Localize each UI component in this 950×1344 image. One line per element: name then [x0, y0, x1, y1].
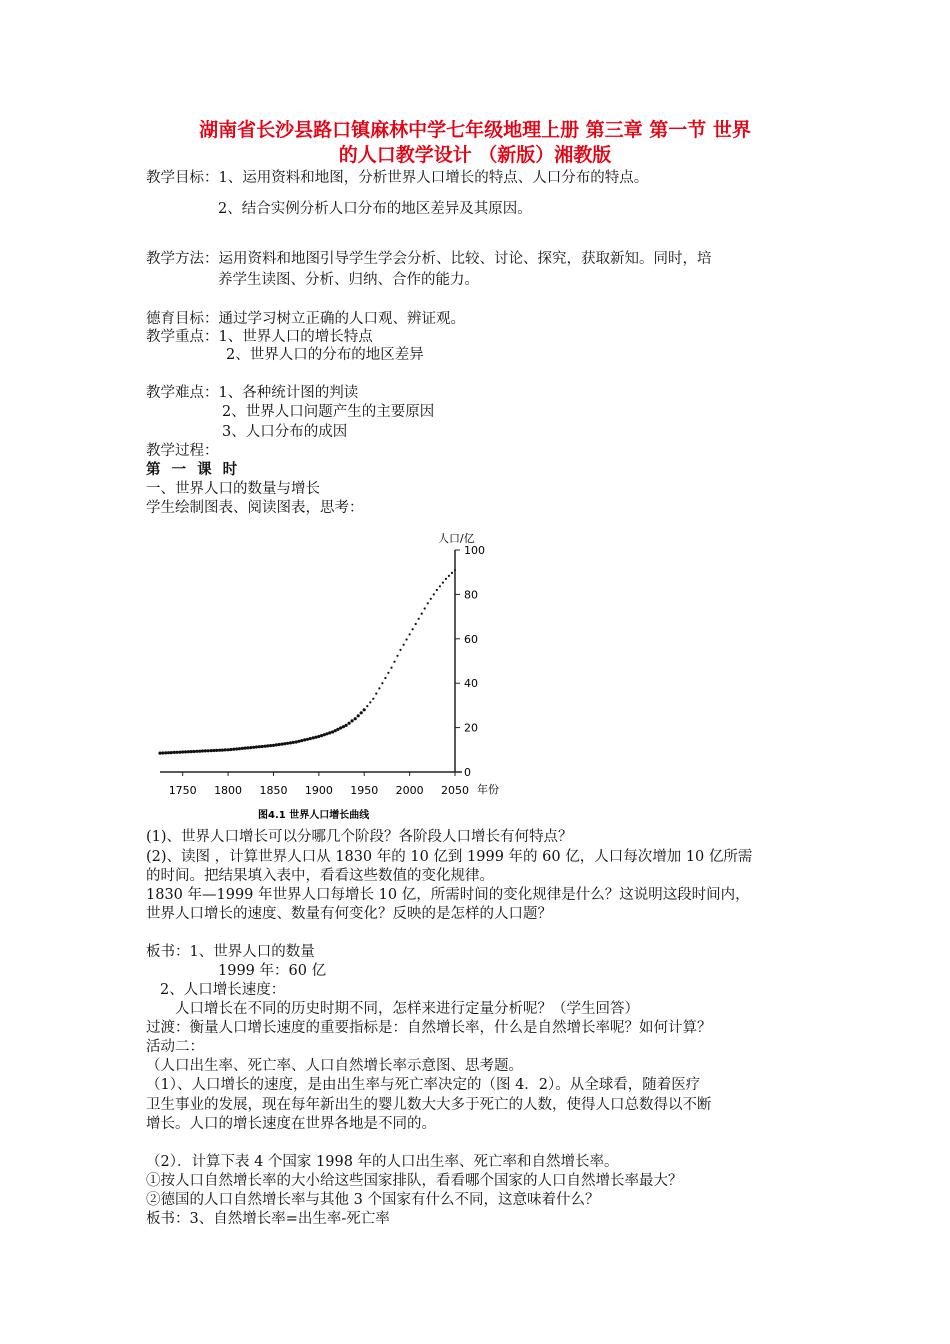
population-data-point [175, 751, 178, 754]
population-data-point [360, 711, 363, 714]
population-data-point [312, 736, 315, 739]
population-data-point [445, 578, 447, 580]
paragraph-1-line-1: （1）、人口增长的速度，是由出生率与死亡率决定的（图 4．2）。从全球看，随着医疗 [146, 1077, 701, 1093]
population-data-point [212, 749, 215, 752]
population-data-point [215, 749, 218, 752]
question-1: (1)、世界人口增长可以分哪几个阶段？各阶段人口增长有何特点？ [146, 829, 573, 845]
population-data-point [164, 751, 167, 754]
population-data-point [232, 748, 235, 751]
population-data-point [300, 739, 303, 742]
population-data-point [439, 585, 441, 587]
population-data-point [190, 750, 193, 753]
moral-goal: 德育目标：通过学习树立正确的人口观、辨证观。 [146, 311, 465, 327]
x-tick-label: 1800 [214, 784, 243, 797]
population-data-point [207, 749, 210, 752]
population-data-point [399, 649, 401, 651]
difficulty-2: 2、世界人口问题产生的主要原因 [222, 404, 435, 420]
population-data-point [418, 618, 420, 620]
population-data-point [403, 644, 405, 646]
population-data-point [424, 607, 426, 609]
population-data-point [244, 747, 247, 750]
population-data-point [269, 744, 272, 747]
y-tick-label: 100 [464, 544, 485, 557]
population-data-point [266, 744, 269, 747]
board-note-3: 板书：3、自然增长率=出生率-死亡率 [146, 1211, 390, 1227]
population-data-point [384, 677, 386, 679]
population-data-point [390, 667, 392, 669]
population-data-point [161, 751, 164, 754]
population-data-point [221, 749, 224, 752]
y-tick-label: 40 [464, 677, 478, 691]
population-data-point [451, 572, 453, 574]
population-data-point [369, 701, 371, 703]
method-line-2: 养学生读图、分析、归纳、合作的能力。 [218, 272, 479, 288]
population-data-point [167, 751, 170, 754]
paragraph-1-line-3: 增长。人口的增长速度在世界各地是不同的。 [146, 1116, 436, 1132]
chart-caption: 图4.1 世界人口增长曲线 [258, 810, 370, 821]
population-data-point [317, 735, 320, 738]
population-data-point [235, 747, 238, 750]
board-note-1-value: 1999 年：60 亿 [218, 963, 327, 979]
y-tick-label: 0 [464, 766, 471, 779]
calc-question-2: ②德国的人口自然增长率与其他 3 个国家有什么不同，这意味着什么？ [146, 1192, 600, 1208]
population-data-point [309, 737, 312, 740]
population-data-point [372, 698, 374, 700]
difficulty-3: 3、人口分布的成因 [222, 424, 348, 440]
board-note-2: 2、人口增长速度： [160, 982, 286, 998]
population-data-point [295, 740, 298, 743]
population-data-point [387, 672, 389, 674]
population-data-point [357, 714, 360, 717]
population-data-point [430, 598, 432, 600]
population-data-point [283, 742, 286, 745]
population-data-point [263, 745, 266, 748]
x-tick-label: 1900 [304, 784, 333, 797]
population-data-point [433, 593, 435, 595]
goal-line-1: 教学目标：1、运用资料和地图，分析世界人口增长的特点、人口分布的特点。 [146, 170, 649, 186]
population-data-point [178, 751, 181, 754]
population-data-point [184, 750, 187, 753]
population-data-point [255, 745, 258, 748]
calc-question-1: ①按人口自然增长率的大小给这些国家排队，看看哪个国家的人口自然增长率最大？ [146, 1173, 683, 1189]
population-data-point [181, 750, 184, 753]
population-data-point [201, 749, 204, 752]
population-data-point [412, 628, 414, 630]
method-line-1: 教学方法：运用资料和地图引导学生学会分析、比较、讨论、探究，获取新知。同时，培 [146, 251, 712, 267]
population-data-point [224, 748, 227, 751]
x-axis-label: 年份 [477, 783, 499, 796]
population-data-point [227, 748, 230, 751]
population-data-point [192, 750, 195, 753]
population-data-point [339, 726, 342, 729]
population-chart-svg [150, 528, 510, 828]
population-data-point [297, 740, 300, 743]
population-data-point [241, 747, 244, 750]
population-data-point [348, 722, 351, 725]
population-data-point [286, 742, 289, 745]
population-data-point [314, 736, 317, 739]
y-axis-label: 人口/亿 [438, 532, 475, 545]
title-line-2: 的人口教学设计 （新版）湘教版 [338, 144, 612, 166]
population-data-point [415, 623, 417, 625]
section-1-heading: 一、世界人口的数量与增长 [146, 481, 320, 497]
population-data-point [436, 589, 438, 591]
y-tick-label: 60 [464, 632, 478, 646]
student-task: 学生绘制图表、阅读图表，思考： [146, 500, 364, 516]
population-data-point [218, 749, 221, 752]
population-data-point [158, 752, 161, 755]
population-data-point [366, 705, 368, 707]
y-tick-label: 80 [464, 588, 478, 602]
x-tick-label: 1850 [259, 784, 288, 797]
population-data-point [195, 750, 198, 753]
population-data-point [448, 575, 450, 577]
process-heading: 教学过程： [146, 443, 219, 459]
title-line-1: 湖南省长沙县路口镇麻林中学七年级地理上册 第三章 第一节 世界 [199, 119, 751, 141]
population-data-point [345, 724, 348, 727]
population-data-point [375, 693, 377, 695]
question-2-line-1: (2)、读图 ，计算世界人口从 1830 年的 10 亿到 1999 年的 60 亿，人口每次增加 10 亿所需 [146, 849, 753, 865]
population-data-point [336, 728, 339, 731]
population-data-point [421, 613, 423, 615]
population-data-point [261, 745, 264, 748]
population-data-point [275, 743, 278, 746]
population-data-point [204, 749, 207, 752]
diagram-note: （人口出生率、死亡率、人口自然增长率示意图、思考题。 [146, 1058, 523, 1074]
goal-line-2: 2、结合实例分析人口分布的地区差异及其原因。 [218, 201, 532, 217]
population-data-point [409, 633, 411, 635]
question-3-line-1: 1830 年—1999 年世界人口每增长 10 亿，所需时间的变化规律是什么？这说明这段时间内， [146, 887, 750, 903]
population-data-point [354, 717, 357, 720]
paragraph-2: （2）．计算下表 4 个国家 1998 年的人口出生率、死亡率和自然增长率。 [146, 1154, 619, 1170]
population-data-point [393, 661, 395, 663]
population-data-point [187, 750, 190, 753]
paragraph-1-line-2: 卫生事业的发展，现在每年新出生的婴儿数大大多于死亡的人数，使得人口总数得以不断 [146, 1097, 712, 1113]
population-data-point [303, 738, 306, 741]
population-data-point [396, 655, 398, 657]
x-tick-label: 2050 [441, 784, 469, 797]
activity-heading: 活动二： [146, 1039, 204, 1055]
population-data-point [427, 602, 429, 604]
question-3-line-2: 世界人口增长的速度、数量有何变化？反映的是怎样的人口题？ [146, 906, 552, 922]
population-data-point [249, 746, 252, 749]
population-data-point [272, 744, 275, 747]
population-data-point [258, 745, 261, 748]
population-data-point [198, 750, 201, 753]
population-data-point [238, 747, 241, 750]
population-data-point [328, 731, 331, 734]
population-data-point [229, 748, 232, 751]
population-growth-chart [150, 528, 510, 828]
population-data-point [289, 741, 292, 744]
population-data-point [381, 682, 383, 684]
x-tick-label: 1950 [350, 784, 379, 797]
board-note-1: 板书：1、世界人口的数量 [146, 944, 315, 960]
population-data-point [442, 582, 444, 584]
population-data-point [210, 749, 213, 752]
key-point-2: 2、世界人口的分布的地区差异 [226, 347, 424, 363]
x-tick-label: 2000 [395, 784, 424, 797]
population-data-point [252, 746, 255, 749]
population-data-point [292, 741, 295, 744]
population-data-point [170, 751, 173, 754]
population-data-point [406, 638, 408, 640]
x-tick-label: 1750 [168, 784, 197, 797]
lesson-heading: 第 一 课 时 [146, 461, 241, 478]
population-data-point [351, 719, 354, 722]
population-data-point [246, 746, 249, 749]
population-data-point [378, 687, 380, 689]
population-data-point [278, 743, 281, 746]
difficulty-1: 教学难点：1、各种统计图的判读 [146, 385, 359, 401]
population-data-point [306, 738, 309, 741]
question-2-line-2: 的时间。把结果填入表中，看看这些数值的变化规律。 [146, 868, 494, 884]
transition-text: 过渡：衡量人口增长速度的重要指标是：自然增长率，什么是自然增长率呢？如何计算？ [146, 1020, 712, 1036]
population-data-point [363, 708, 366, 711]
population-data-point [280, 743, 283, 746]
key-point-1: 教学重点：1、世界人口的增长特点 [146, 329, 373, 345]
growth-analysis: 人口增长在不同的历史时期不同，怎样来进行定量分析呢？（学生回答） [175, 1001, 639, 1017]
y-tick-label: 20 [464, 721, 478, 735]
document-title [120, 118, 830, 168]
population-data-point [173, 751, 176, 754]
